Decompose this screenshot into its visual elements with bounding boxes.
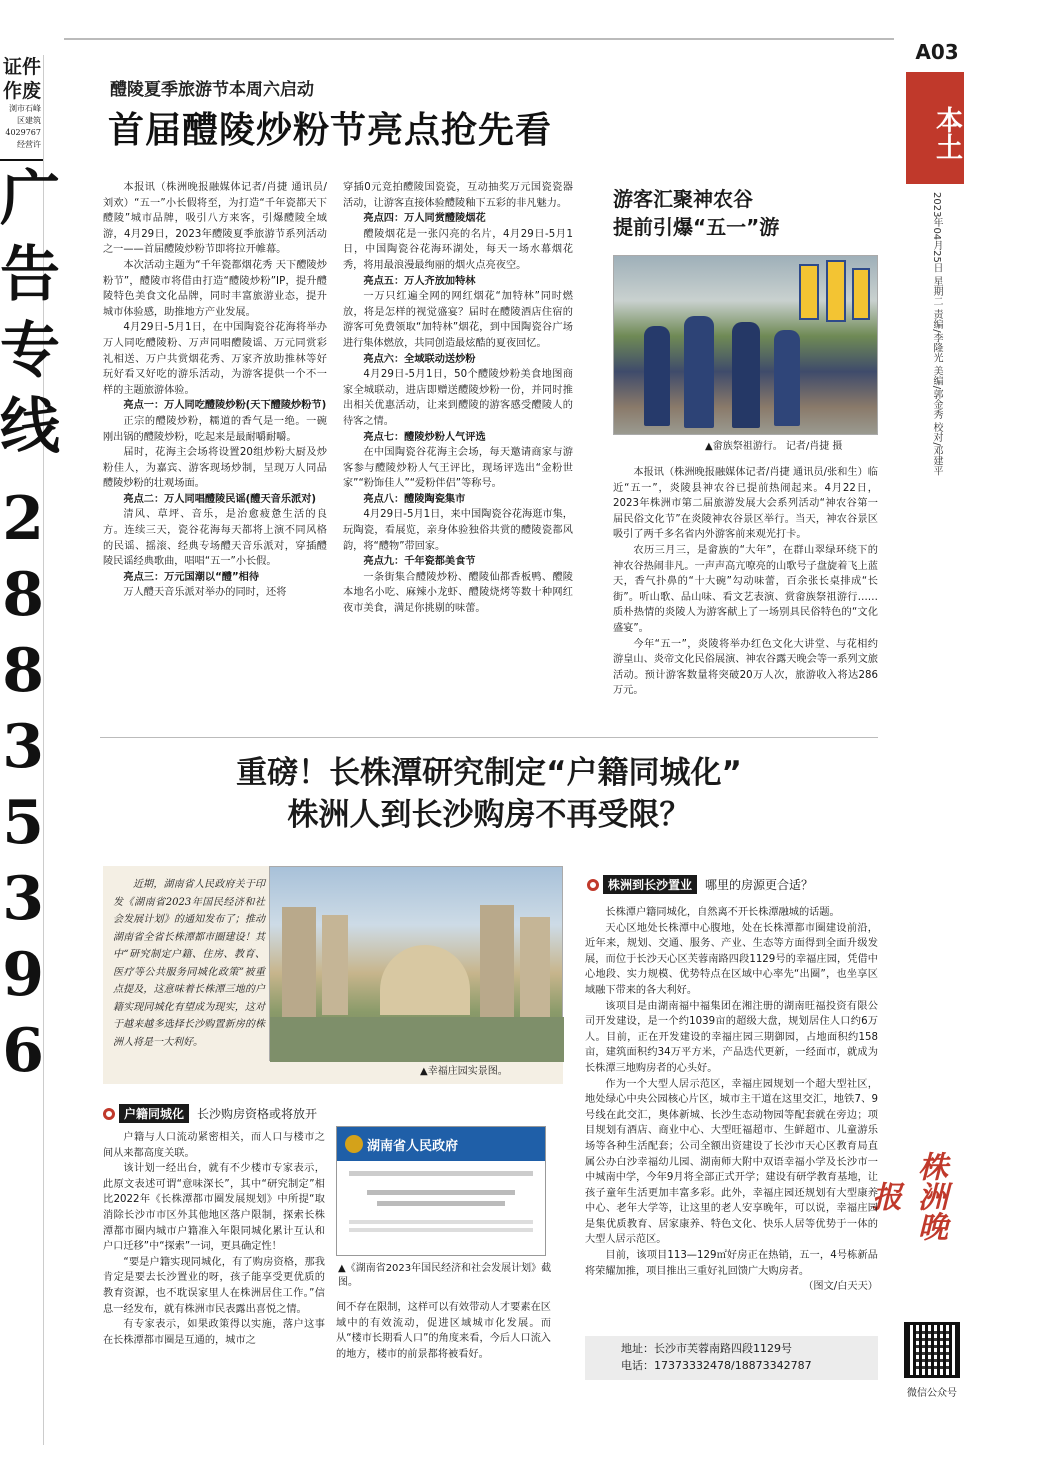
address: 地址：长沙市芙蓉南路四段1129号 bbox=[621, 1342, 792, 1355]
sec2-tag: 株洲到长沙置业 bbox=[603, 875, 697, 894]
sec2-body bbox=[585, 905, 878, 1295]
gov-header: 湖南省人民政府 bbox=[367, 1138, 459, 1154]
qr-code[interactable] bbox=[904, 1322, 960, 1378]
paragraph: 万人醴天音乐派对举办的同时，还将 bbox=[123, 587, 287, 599]
paragraph: 天心区地处长株潭中心腹地，处在长株潭都市圈建设前沿，近年来，规划、交通、服务、产业、生态等方面得到全面升级发展，而位于长沙天心区芙蓉南路四段1129号的幸福庄园，凭借中心地段、实力规模、优势特点在区域中心率先“出圈”，也坐享区域融下带来的各大利好。 bbox=[585, 922, 878, 996]
paragraph: 4月29日-5月1日，50个醴陵炒粉美食地图商家全城联动，进店即赠送醴陵炒粉一份，并同时推出相关优惠活动，让来到醴陵的游客感受醴陵人的待客之情。 bbox=[343, 369, 573, 427]
article1-col2 bbox=[343, 180, 573, 617]
paragraph: “要是户籍实现同城化，有了购房资格，那我肯定是要去长沙置业的呀，孩子能享受更优质的教育资源，也不耽误家里人在株洲居住工作。”信息一经发布，就有株洲市民表露出喜悦之情。 bbox=[103, 1256, 325, 1315]
paragraph: 清风、草坪、音乐，是治愈疲惫生活的良方。连续三天，瓷谷花海每天都将上演不同风格的民谣、摇滚、经典专场醴天音乐派对，穿插醴陵民谣经典歌曲，唱唱“五一”小长假。 bbox=[103, 509, 327, 568]
paragraph: 间不存在限制，这样可以有效带动人才要素在区域中的有效流动，促进区域城市化发展。而从“楼市长期看人口”的角度来看，今后人口流入的地方，楼市的前景都将被看好。 bbox=[336, 1302, 551, 1360]
subhead: 亮点六：全域联动送炒粉 bbox=[363, 353, 476, 365]
phone: 电话：17373332478/18873342787 bbox=[621, 1359, 812, 1372]
banner-flag bbox=[799, 264, 819, 320]
strip-small-text: 浏市石峰 区建筑 4029767 经营许 bbox=[5, 104, 41, 149]
paragraph: 该计划一经出台，就有不少楼市专家表示，此原文表述可谓“意味深长”，其中“研究制定”相比2022年《长株潭都市圈发展规划》中所提“取消除长沙市市区外其他地区落户限制，探索长株潭都市圈内城市户籍准入年限同城化累计互认和户口迁移”中“探索”一词，更具确定性！ bbox=[103, 1163, 325, 1253]
paragraph: 醴陵烟花是一张闪亮的名片，4月29日-5月1日，中国陶瓷谷花海环湖处，每天一场水幕烟花秀，将用最浪漫最绚丽的烟火点亮夜空。 bbox=[343, 228, 573, 271]
paragraph: 户籍与人口流动紧密相关，而人口与楼市之间从来都高度关联。 bbox=[103, 1132, 325, 1159]
article1-col1 bbox=[103, 180, 327, 601]
subhead: 亮点一：万人同吃醴陵炒粉(天下醴陵炒粉节) bbox=[123, 400, 327, 412]
article3-headline-line2: 株洲人到长沙购房不再受限？ bbox=[287, 797, 691, 833]
paragraph: 本次活动主题为“千年瓷都烟花秀 天下醴陵炒粉节”，醴陵市将借由打造“醴陵炒粉”IP，提升醴陵特色美食文化品牌，同时丰富旅游业态，提升城市体验感，助推地方产业发展。 bbox=[103, 259, 327, 318]
article2-headline-line2: 提前引爆“五一”游 bbox=[613, 215, 780, 239]
article3-headline bbox=[100, 752, 878, 836]
paragraph: 长株潭户籍同城化，自然离不开长株潭融城的话题。 bbox=[605, 907, 840, 918]
contact-box bbox=[585, 1336, 878, 1380]
paragraph: 在中国陶瓷谷花海主会场，每天邀请商家与游客参与醴陵炒粉人气王评比，现场评选出“金粉世家”“粉饰佳人”“爱粉伴侣”等称号。 bbox=[343, 447, 573, 490]
article2-body bbox=[613, 465, 878, 699]
sec1-tag: 户籍同城化 bbox=[119, 1104, 189, 1123]
estate-photo-caption: ▲幸福庄园实景图。 bbox=[420, 1066, 508, 1077]
subhead: 亮点二：万人同唱醴陵民谣(醴天音乐派对) bbox=[123, 493, 317, 505]
subhead: 亮点三：万元国潮以“醴”相待 bbox=[123, 571, 260, 583]
article1-kicker: 醴陵夏季旅游节本周六启动 bbox=[110, 80, 314, 100]
page-number: A03 bbox=[915, 40, 959, 64]
paragraph: （图文/白天天） bbox=[803, 1281, 878, 1293]
article1-headline: 首届醴陵炒粉节亮点抢先看 bbox=[108, 110, 553, 151]
bullet-icon bbox=[587, 879, 599, 891]
paragraph: 4月29日-5月1日，在中国陶瓷谷花海将举办万人同吃醴陵粉、万声同唱醴陵谣、万元同赏彩礼相送、万户共赏烟花秀、万家齐放助推林等好玩好看又好吃的游乐活动，为游客提供一个不一样的主题旅游体验。 bbox=[103, 322, 327, 396]
paragraph: 本报讯（株洲晚报融媒体记者/肖捷 通讯员/张和生）临近“五一”，炎陵县神农谷已提前热闹起来。4月22日，2023年株洲市第二届旅游发展大会系列活动“神农谷第一届民俗文化节”在炎陵神农谷景区举行。当天，神农谷景区吸引了两千多名省内外游客前来观光打卡。 bbox=[613, 467, 878, 541]
article2-headline bbox=[613, 185, 779, 241]
strip-line2: 作废 bbox=[2, 80, 41, 102]
date-line: 2023年04月25日 星期二 责编/李隆光 美编/郭金秀 校对/邓建平 bbox=[931, 192, 942, 476]
top-rule bbox=[64, 38, 894, 40]
paragraph: 该项目是由湖南福中福集团在湘注册的湖南旺福投资有限公司开发建设，是一个约1039亩的超级大盘，规划居住人口约6万人。目前，正在开发建设的幸福庄园三期御园，占地面积约158亩，建筑面积约34万平方米，产品迭代更新，一经面市，就成为长株潭三地购房者的心头好。 bbox=[585, 1000, 878, 1074]
article3-intro: 近期，湖南省人民政府关于印发《湖南省2023年国民经济和社会发展计划》的通知发布了；推动湖南省全省长株潭都市圈建设！其中“研究制定户籍、住房、教育、医疗等公共服务同城化政策”被重点提及，这意味着长株潭三地的户籍实现同城化有望成为现实，这对于越来越多选择长沙购置新房的株洲人将是一大利好。 bbox=[113, 879, 265, 1048]
section-divider bbox=[100, 737, 878, 738]
section-banner: 本土 bbox=[906, 72, 964, 184]
paragraph: 4月29日-5月1日，来中国陶瓷谷花海逛市集，玩陶瓷，看展览，亲身体验独俗共赏的醴陵瓷都风韵，将“醴物”带回家。 bbox=[343, 509, 573, 552]
article2-photo-caption: ▲畲族祭祖游行。 记者/肖捷 摄 bbox=[705, 441, 843, 452]
strip-line1: 证件 bbox=[2, 56, 41, 78]
sec1-col1 bbox=[103, 1130, 325, 1348]
qr-caption: 微信公众号 bbox=[907, 1388, 957, 1399]
sec2-label bbox=[587, 875, 813, 894]
paragraph: 有专家表示，如果政策得以实施，落户这事在长株潭都市圈是互通的，城市之 bbox=[103, 1319, 325, 1346]
emblem-icon bbox=[345, 1135, 363, 1153]
brand-logo: 株洲晚报 bbox=[866, 1151, 947, 1241]
article3-headline-line1: 重磅！长株潭研究制定“户籍同城化” bbox=[236, 755, 742, 791]
article2-headline-line1: 游客汇聚神农谷 bbox=[613, 187, 753, 211]
estate-photo bbox=[269, 866, 563, 1061]
sec1-label bbox=[103, 1104, 317, 1123]
paragraph: 穿插0元竞拍醴陵国瓷瓷，互动抽奖万元国瓷瓷器活动，让游客直接体验醴陵釉下五彩的非凡魅力。 bbox=[343, 182, 573, 209]
paragraph: 本报讯（株洲晚报融媒体记者/肖捷 通讯员/刘欢）“五一”小长假将至，为打造“千年瓷都天下醴陵”城市品牌，吸引八方来客，引爆醴陵全域游，4月29日，2023年醴陵夏季旅游节系列活动之一——首届醴陵炒粉节即将拉开帷幕。 bbox=[103, 182, 327, 256]
sec2-title: 哪里的房源更合适？ bbox=[705, 878, 814, 892]
subhead: 亮点九：千年瓷都美食节 bbox=[363, 556, 476, 568]
parade-photo bbox=[613, 255, 878, 435]
paragraph: 作为一个大型人居示范区，幸福庄园规划一个超大型社区，地处绿心中央公园核心片区，城市主干道在这里交汇，地铁7、9号线在此交汇，奥体新城、长沙生态动物园等配套就在旁边；项目规划有酒店、商业中心、大型旺福超市、生鲜超市、儿童游乐场等各种生活配套；公司全额出资建设了长沙市天心区教育局直属公办白沙幸福幼儿园、湖南师大附中双语幸福小学及长沙市一中城南中学，今年9月将全部正式开学；建设有研学教育基地，让孩子童年生活更加丰富多彩。此外，幸福庄园还规划有大型康养中心、老年大学等，让这里的老人安享晚年，可以说，幸福庄园是集优质教育、居家康养、特色文化、快乐人居等优势于一体的大型人居示范区。 bbox=[585, 1078, 878, 1246]
paragraph: 今年“五一”，炎陵将举办红色文化大讲堂、与花相约游皇山、炎帝文化民俗展演、神农谷露天晚会等一系列文旅活动。预计游客数量将突破20万人次，旅游收入将达286万元。 bbox=[613, 638, 878, 697]
bullet-icon bbox=[103, 1108, 115, 1120]
subhead: 亮点七：醴陵炒粉人气评选 bbox=[363, 431, 486, 443]
subhead: 亮点八：醴陵陶瓷集市 bbox=[363, 493, 466, 505]
paragraph: 届时，花海主会场将设置20组炒粉大厨及炒粉佳人，为嘉宾、游客现场炒制，呈现万人同品醴陵炒粉的壮观场面。 bbox=[103, 447, 327, 490]
paragraph: 正宗的醴陵炒粉，糯道的香气是一绝。一碗刚出锅的醴陵炒粉，吃起来是最耐嚼耐嚼。 bbox=[103, 415, 327, 443]
gov-screenshot-caption: ▲《湖南省2023年国民经济和社会发展计划》截图。 bbox=[338, 1263, 552, 1288]
paragraph: 一条街集合醴陵炒粉、醴陵仙都香板鸭、醴陵本地名小吃、麻辣小龙虾、醴陵烧烤等数十种网红夜市美食，满足你挑剔的味蕾。 bbox=[343, 571, 573, 615]
left-ad-strip bbox=[0, 55, 60, 1445]
sec1-col2 bbox=[336, 1300, 551, 1362]
gov-screenshot bbox=[336, 1126, 546, 1256]
strip-big-text: 广 告 专 线 2 8 8 3 5 3 9 6 bbox=[0, 164, 60, 1086]
subhead: 亮点四：万人同赏醴陵烟花 bbox=[363, 213, 486, 225]
subhead: 亮点五：万人齐放加特林 bbox=[363, 275, 476, 287]
paragraph: 一万只红遍全网的网红烟花“加特林”同时燃放，将是怎样的视觉盛宴？届时在醴陵酒店住宿的游客可免费领取“加特林”烟花，到中国陶瓷谷广场进行集体燃放，共同创造最炫酷的夏夜回忆。 bbox=[343, 291, 573, 349]
sec1-title: 长沙购房资格或将放开 bbox=[197, 1107, 318, 1121]
paragraph: 农历三月三，是畲族的“大年”，在群山翠绿环绕下的神农谷热闹非凡。一声声高亢嘹亮的山歌号子盘旋着飞上蓝天，香气扑鼻的“十大碗”勾动味蕾，百余张长桌排成“长街”。听山歌、品山味、看文艺表演、赏畲族祭祖游行……质朴热情的炎陵人为游客献上了一场别具民俗特色的“文化盛宴”。 bbox=[613, 544, 878, 634]
paragraph: 目前，该项目113—129㎡好房正在热销，五一，4号栋新品将荣耀加推，项目推出三重好礼回馈广大购房者。 bbox=[585, 1250, 878, 1277]
